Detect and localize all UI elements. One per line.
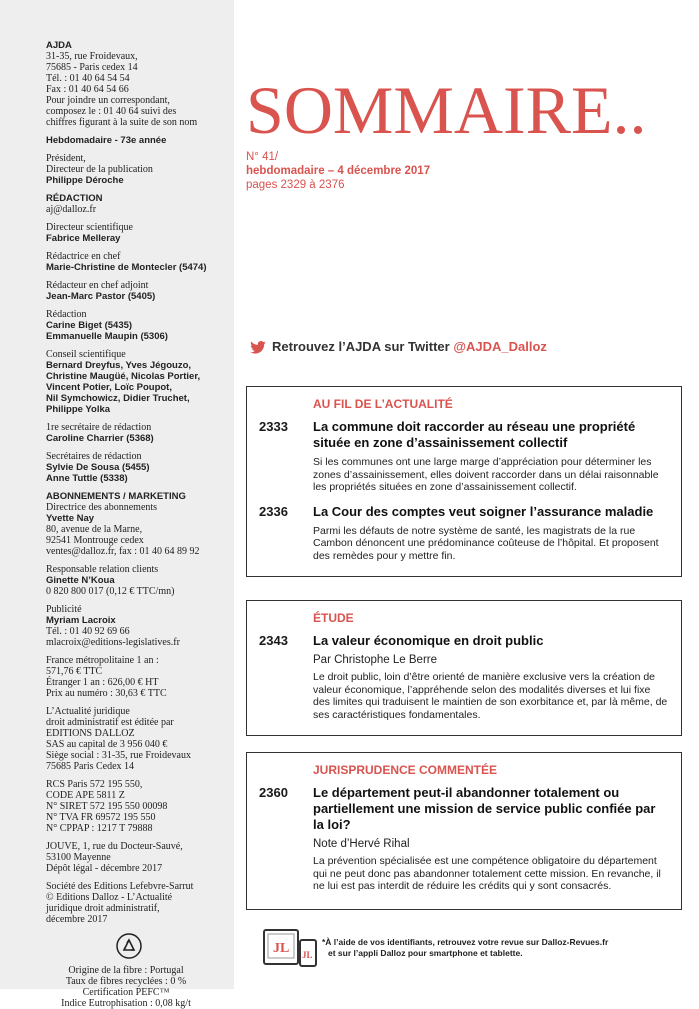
article-desc: Parmi les défauts de notre système de santé, les magistrats de la rue Cambon dénoncent une prédominance coûteuse de l’hôpital. Et proposent des remèdes pour y mettre fin. xyxy=(313,524,659,562)
masthead-line: Publicité xyxy=(46,604,82,615)
article-page: 2360 xyxy=(259,785,288,800)
masthead-line: L’Actualité juridique xyxy=(46,706,130,717)
masthead-line: Rédacteur en chef adjoint xyxy=(46,280,149,291)
masthead-line: Tél. : 01 40 92 69 66 xyxy=(46,626,130,637)
masthead-line: mlacroix@editions-legislatives.fr xyxy=(46,637,180,648)
masthead-name: Anne Tuttle (5338) xyxy=(46,473,128,484)
twitter-label: Retrouvez l’AJDA sur Twitter xyxy=(272,339,450,354)
masthead-line: 75685 Paris Cedex 14 xyxy=(46,761,135,772)
masthead-name: Myriam Lacroix xyxy=(46,615,116,626)
masthead-org-name: AJDA xyxy=(46,40,72,51)
section-title: AU FIL DE L’ACTUALITÉ xyxy=(313,397,453,411)
masthead-name: Jean-Marc Pastor (5405) xyxy=(46,291,156,302)
masthead-name: Ginette N’Koua xyxy=(46,575,115,586)
article-author: Par Christophe Le Berre xyxy=(313,654,438,666)
redaction-email: aj@dalloz.fr xyxy=(46,204,97,215)
footnote-line: *À l’aide de vos identifiants, retrouvez votre revue sur Dalloz-Revues.fr xyxy=(322,937,609,947)
issue-pages: pages 2329 à 2376 xyxy=(246,179,345,191)
fiber-line: Certification PEFC™ xyxy=(82,987,170,998)
price-line: France métropolitaine 1 an : xyxy=(46,655,159,666)
devices-icon xyxy=(262,928,318,968)
article-entry[interactable] xyxy=(259,419,669,494)
masthead-line: JOUVE, 1, rue du Docteur-Sauvé, xyxy=(46,841,183,852)
masthead-line: Société des Editions Lefebvre-Sarrut xyxy=(46,881,194,892)
masthead-line: Siège social : 31-35, rue Froidevaux xyxy=(46,750,191,761)
article-desc: La prévention spécialisée est une compétence obligatoire du département qui ne peut donc pas abandonner totalement cette mission. En revanche, il ne lui est pas interdit de réduire les crédits qui y sont consacrés. xyxy=(313,855,661,892)
fiber-line: Indice Eutrophisation : 0,08 kg/t xyxy=(61,998,191,1009)
periodicity: Hebdomadaire - 73e année xyxy=(46,135,167,146)
issue-number: N° 41/ xyxy=(246,151,279,163)
price-line: Étranger 1 an : 626,00 € HT xyxy=(46,677,159,688)
president-name: Philippe Déroche xyxy=(46,175,124,186)
footnote-line: et sur l’appli Dalloz pour smartphone et tablette. xyxy=(328,948,523,958)
masthead-line: 92541 Montrouge cedex xyxy=(46,535,144,546)
masthead-line: Conseil scientifique xyxy=(46,349,126,360)
masthead-line: EDITIONS DALLOZ xyxy=(46,728,135,739)
masthead-name: Vincent Potier, Loïc Poupot, xyxy=(46,382,172,393)
masthead-line: 31-35, rue Froidevaux, xyxy=(46,51,138,62)
recycle-icon xyxy=(116,933,142,959)
masthead-name: Christine Maugüé, Nicolas Portier, xyxy=(46,371,201,382)
masthead-line: 75685 - Paris cedex 14 xyxy=(46,62,138,73)
article-page: 2343 xyxy=(259,633,288,648)
masthead-line: 0 820 800 017 (0,12 € TTC/mn) xyxy=(46,586,175,597)
page-title: SOMMAIRE.. xyxy=(246,72,647,148)
masthead-name: Philippe Yolka xyxy=(46,404,111,415)
masthead-line: 53100 Mayenne xyxy=(46,852,111,863)
masthead-line: N° SIRET 572 195 550 00098 xyxy=(46,801,168,812)
article-entry[interactable] xyxy=(259,633,669,721)
fiber-line: Taux de fibres recyclées : 0 % xyxy=(65,976,187,987)
footnote xyxy=(322,937,608,959)
masthead-line: 1re secrétaire de rédaction xyxy=(46,422,152,433)
masthead-name: Fabrice Melleray xyxy=(46,233,121,244)
masthead-name: Bernard Dreyfus, Yves Jégouzo, xyxy=(46,360,192,371)
masthead-line: Fax : 01 40 64 54 66 xyxy=(46,84,129,95)
masthead-line: Rédaction xyxy=(46,309,87,320)
price-line: 571,76 € TTC xyxy=(46,666,103,677)
masthead-line: Responsable relation clients xyxy=(46,564,159,575)
masthead-line: Directeur scientifique xyxy=(46,222,133,233)
masthead-line: décembre 2017 xyxy=(46,914,108,925)
svg-text:JL: JL xyxy=(302,950,313,960)
masthead-name: Marie-Christine de Montecler (5474) xyxy=(46,262,207,273)
issue-info xyxy=(246,150,430,192)
section-etude xyxy=(246,600,682,736)
article-entry[interactable] xyxy=(259,504,669,563)
section-actualite xyxy=(246,386,682,577)
masthead-line: Directrice des abonnements xyxy=(46,502,158,513)
svg-text:JL: JL xyxy=(273,941,290,956)
subscriptions-header: ABONNEMENTS / MARKETING xyxy=(46,491,186,502)
masthead-line: RCS Paris 572 195 550, xyxy=(46,779,143,790)
masthead-name: Caroline Charrier (5368) xyxy=(46,433,154,444)
masthead-line: droit administratif est éditée par xyxy=(46,717,174,728)
masthead-line: 80, avenue de la Marne, xyxy=(46,524,143,535)
fiber-info xyxy=(26,965,226,1009)
twitter-handle[interactable]: @AJDA_Dalloz xyxy=(453,339,547,354)
masthead-line: Tél. : 01 40 64 54 54 xyxy=(46,73,130,84)
masthead-line: Directeur de la publication xyxy=(46,164,153,175)
twitter-bird-icon xyxy=(250,341,266,354)
masthead-line: N° TVA FR 69572 195 550 xyxy=(46,812,156,823)
masthead-line: Président, xyxy=(46,153,86,164)
article-page: 2336 xyxy=(259,503,288,519)
masthead-line: CODE APE 5811 Z xyxy=(46,790,125,801)
article-title: La commune doit raccorder au réseau une propriété située en zone d’assainissement collectif xyxy=(313,419,636,450)
article-desc: Si les communes ont une large marge d’appréciation pour déterminer les zones d’assainissement, elles doivent raccorder dans un délai raisonnable les propriétés situées en zone d’assainissement collectif. xyxy=(313,456,659,493)
price-line: Prix au numéro : 30,63 € TTC xyxy=(46,688,167,699)
masthead-name: Nil Symchowicz, Didier Truchet, xyxy=(46,393,190,404)
section-jurisprudence xyxy=(246,752,682,910)
masthead-line: ventes@dalloz.fr, fax : 01 40 64 89 92 xyxy=(46,546,200,557)
masthead-name: Yvette Nay xyxy=(46,513,95,524)
masthead-line: Rédactrice en chef xyxy=(46,251,121,262)
masthead-name: Carine Biget (5435) xyxy=(46,320,133,331)
masthead-line: N° CPPAP : 1217 T 79888 xyxy=(46,823,153,834)
article-title: Le département peut-il abandonner totalement ou partiellement une mission de service public confiée par la loi? xyxy=(313,785,656,832)
masthead-column xyxy=(0,0,234,1009)
section-title: JURISPRUDENCE COMMENTÉE xyxy=(313,763,498,777)
redaction-header: RÉDACTION xyxy=(46,193,103,204)
masthead-line: Pour joindre un correspondant, xyxy=(46,95,170,106)
masthead-line: Secrétaires de rédaction xyxy=(46,451,142,462)
issue-date: hebdomadaire – 4 décembre 2017 xyxy=(246,165,431,177)
twitter-promo xyxy=(250,339,547,354)
article-page: 2333 xyxy=(259,419,288,434)
masthead-line: juridique droit administratif, xyxy=(46,903,160,914)
article-author: Note d’Hervé Rihal xyxy=(313,838,410,850)
masthead-line: © Editions Dalloz - L’Actualité xyxy=(46,892,173,903)
article-desc: Le droit public, loin d’être orienté de manière exclusive vers la création de valeur économique, l’appréhende selon des modalités diverses et lui fixe des limites qui traduisent le maintien de son exorbitance et, par là même, de ses caractéristiques fondamentales. xyxy=(313,671,668,721)
masthead-name: Sylvie De Sousa (5455) xyxy=(46,462,150,473)
masthead-line: composez le : 01 40 64 suivi des xyxy=(46,106,177,117)
masthead-name: Emmanuelle Maupin (5306) xyxy=(46,331,168,342)
article-title: La Cour des comptes veut soigner l’assurance maladie xyxy=(313,503,654,519)
masthead-line: SAS au capital de 3 956 040 € xyxy=(46,739,168,750)
section-title: ÉTUDE xyxy=(313,611,354,625)
article-title: La valeur économique en droit public xyxy=(313,633,544,648)
masthead-line: chiffres figurant à la suite de son nom xyxy=(46,117,198,128)
article-entry[interactable] xyxy=(259,785,669,893)
masthead-line: Dépôt légal - décembre 2017 xyxy=(46,863,163,874)
masthead-address xyxy=(46,40,226,128)
fiber-line: Origine de la fibre : Portugal xyxy=(68,965,184,976)
